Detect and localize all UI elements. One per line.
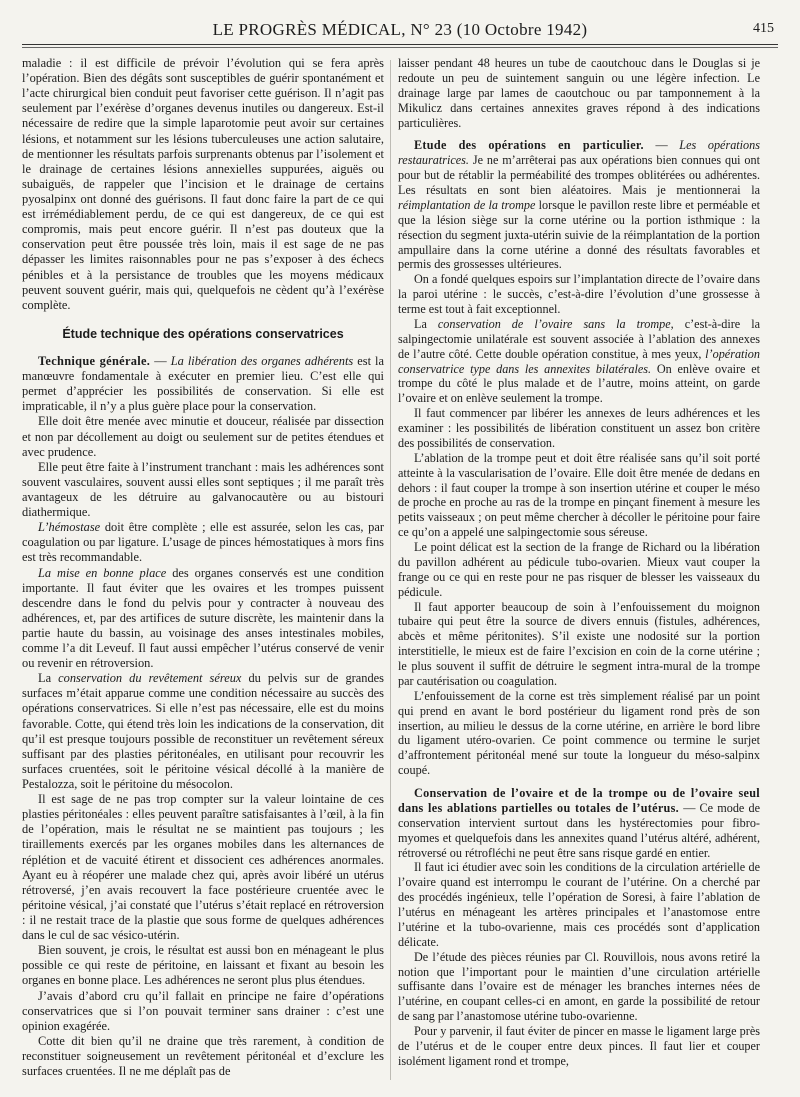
paragraph: Elle doit être menée avec minutie et douceur, réalisée par dissection et non par décollement au doigt ou seulement sur de petites étendues et avec prudence. <box>22 414 384 459</box>
paragraph: L’enfouissement de la corne est très simplement réalisé par un point qui prend en avant le bord postérieur du ligament rond près de son insertion, au milieu le dessus de la corne utérine, en arrière le bord libre du ligament utéro-ovarien. Ce point commence ou termine le surjet d’affrontement péritonéal mené sur toute la longueur du méso-salpinx coupé. <box>398 688 760 778</box>
paragraph: Le point délicat est la section de la frange de Richard ou la libération du pavillon adhérent au pédicule tubo-ovarien. Mieux vaut couper la frange ou ce qui en reste pour ne pas risquer de blesser les vaisseaux du pédicule. <box>398 540 760 599</box>
journal-title: LE PROGRÈS MÉDICAL, N° 23 (10 Octobre 1942) <box>212 20 588 39</box>
paragraph: Technique générale. — La libération des organes adhérents est la manœuvre fondamentale à exécuter en premier lieu. C’est elle qui permet d’apprécier les possibilités de conservation. Si elle est impraticable, il n’y a plus guère place pour la conservation. <box>22 353 384 414</box>
paragraph: La conservation de l’ovaire sans la trompe, c’est-à-dire la salpingectomie unilatérale est souvent associée à l’ablation des annexes de l’autre côté. Cette double opération constitue, à mes yeux, l’opération conservatrice type dans les annexites bilatérales. On enlève ovaire et trompe du côté le plus malade et de l’autre, moins atteint, on garde l’ovaire et on enlève seulement la trompe. <box>398 316 760 406</box>
paragraph: La conservation du revêtement séreux du pelvis sur de grandes surfaces m’était apparue comme une condition nécessaire au succès des opérations conservatrices. Si elle n’est pas nécessaire, elle est du moins favorable. Cotte, qui étend très loin les indications de la conservation, dit qu’il est presque toujours possible de reconstituer un revêtement séreux suffisant par des plasties péritonéales, en utilisant pour recouvrir les surfaces cruentées, soit le péritoine vésical décollé à la manière de Pestalozza, soit le péritoine du mésocolon. <box>22 671 384 792</box>
paragraph: Bien souvent, je crois, le résultat est aussi bon en ménageant le plus possible ce qui reste de péritoine, en laissant et fixant au besoin les organes en bonne place. Les adhérences ne seront plus plus étendues. <box>22 943 384 988</box>
paragraph: Cotte dit bien qu’il ne draine que très rarement, à condition de reconstituer soigneusement un revêtement péritonéal et d’exclure les surfaces cruentées. Il ne me déplaît pas de <box>22 1033 384 1079</box>
paragraph: laisser pendant 48 heures un tube de caoutchouc dans le Douglas si je redoute un peu de suintement sanguin ou une légère infection. Le drainage large par lames de caoutchouc ou par tamponnement à la Mikulicz dans certaines annexites graves répond à des indications particulières. <box>398 56 760 130</box>
subsection-heading: Conservation de l’ovaire et de la trompe ou de l’ovaire seul dans les ablations partielles ou totales de l’utérus. <box>398 786 760 815</box>
subsection-heading: Technique générale. <box>38 353 151 368</box>
section-title: Étude technique des opérations conservatrices <box>62 326 344 341</box>
paragraph: L’ablation de la trompe peut et doit être réalisée sans qu’il soit porté atteinte à la vascularisation de l’ovaire. Elle doit être menée de dedans en dehors : il faut couper la trompe à son insertion utérine et couper le méso de proche en proche au ras de la trompe en pinçant finement à mesure les petits vaisseaux ; on peut même chercher à décoller le péritoine pour faire ce qu’on a appelé une salpingectomie sous séreuse. <box>398 450 760 540</box>
paragraph: Pour y parvenir, il faut éviter de pincer en masse le ligament large près de l’utérus et de le couper entre deux pinces. Il faut lier et couper isolément ligament rond et trompe, <box>398 1024 760 1068</box>
paragraph: L’hémostase doit être complète ; elle est assurée, selon les cas, par coagulation ou par ligature. L’usage de pinces hémostatiques à mors fins est très recommandable. <box>22 520 384 565</box>
paragraph: De l’étude des pièces réunies par Cl. Rouvillois, nous avons retiré la notion que l’important pour le maintien d’une circulation artérielle suffisante dans l’ovaire est de ménager les branches internes nées de l’utérine, en coupant celles-ci en amont, en garde la possibilité de retour de sang par l’anastomose utérine tubo-ovarienne. <box>398 949 760 1024</box>
paragraph: La mise en bonne place des organes conservés est une condition importante. Il faut éviter que les ovaires et les trompes puissent descendre dans le fond du pelvis pour y contracter à nouveau des adhérences, et, par des artifices de suture discrète, les maintenir dans la partie haute du bassin, au voisinage des anses intestinales mobiles, comme l’a dit Leveuf. Il faut aussi empêcher l’utérus conservé de venir ou revenir en rétroversion. <box>22 565 384 671</box>
paragraph: Elle peut être faite à l’instrument tranchant : mais les adhérences sont souvent vasculaires, souvent aussi elles sont septiques ; il me paraît très avantageux de les détruire au galvanocautère ou au bistouri diathermique. <box>22 459 384 520</box>
header-rule <box>22 44 778 48</box>
paragraph: maladie : il est difficile de prévoir l’évolution qui se fera après l’opération. Bien des dégâts sont susceptibles de guérir spontanément et l’acte chirurgical bien conduit peut favoriser cette guérison. Il n’agit pas seulement par l’exérèse d’organes devenus inutiles ou dangereux. Est-il nécessaire de redire que la simple laparotomie peut avoir sur certaines lésions, et notamment sur les lésions tuberculeuses une action salutaire, de mentionner les résultats parfois surprenants obtenus par l’isolement et le drainage de certaines lésions annexielles suppurées, aiguës ou subaiguës, de rappeler que l’incision et le drainage de certains pyosalpinx ont donné des guérisons. Il faut donc faire la part de ce qui est irrémédiablement perdu, de ce qui est dangereux, de ce qui est compromis, mais peut encore guérir. Il n’est pas douteux que la conservation peut être poussée très loin, mais il est sage de ne pas dépasser les limites raisonnables pour ne pas s’exposer à des échecs pénibles et à la persistance de troubles que les moyens médicaux peuvent souvent guérir, mais qui, quelquefois ne cèdent qu’à l’exérèse complète. <box>22 56 384 312</box>
paragraph: Il faut apporter beaucoup de soin à l’enfouissement du moignon tubaire qui peut être la source de divers ennuis (fistules, adhérences, abcès et même péritonites). S’il existe une nodosité sur la portion interstitielle, le mieux est de faire l’excision en coin de la corne utérine ; le plus souvent il suffit de détruire le segment intra-mural de la trompe par cautérisation ou coagulation. <box>398 599 760 688</box>
page-number: 415 <box>753 21 774 36</box>
column-divider <box>390 60 391 1080</box>
paragraph: Il faut commencer par libérer les annexes de leurs adhérences et les examiner : les possibilités de libération constituent un assez bon critère des possibilités de conservation. <box>398 406 760 450</box>
right-column <box>398 56 760 1069</box>
paragraph: J’avais d’abord cru qu’il fallait en principe ne faire d’opérations conservatrices que si l’on pouvait terminer sans drainer : c’est une opinion exagérée. <box>22 988 384 1033</box>
left-column <box>22 56 384 1079</box>
paragraph: Etude des opérations en particulier. — Les opérations restauratrices. Je ne m’arrêterai pas aux opérations bien connues qui ont pour but de rétablir la perméabilité des trompes oblitérées ou adhérentes. Les résultats en sont bien aléatoires. Mais je mentionnerai la réimplantation de la trompe lorsque le pavillon reste libre et perméable et que la lésion siège sur la corne utérine ou la portion isthmique : la résection du segment juxta-utérin suivie de la réimplantation de la portion ampullaire dans la corne utérine a donné des résultats favorables et permis des grossesses ultérieures. <box>398 138 760 272</box>
subsection-heading: Etude des opérations en particulier. <box>414 138 644 153</box>
page-header <box>22 14 778 44</box>
paragraph: On a fondé quelques espoirs sur l’implantation directe de l’ovaire dans la paroi utérine : le succès, c’est-à-dire l’évolution d’une grossesse à terme est tout à fait exceptionnel. <box>398 272 760 316</box>
paragraph: Il est sage de ne pas trop compter sur la valeur lointaine de ces plasties péritonéales : elles peuvent paraître satisfaisantes à l’œil, à la fin de l’opération, mais le résultat ne se maintient pas toujours ; les tiraillements exercés par les organes mobiles dans les alternances de réplétion et de vacuité étirent et dissocient ces adhérences anormales. Ayant eu à réopérer une malade chez qui, après avoir libéré un utérus rétroversé, j’en avais recouvert la face postérieure cruentée avec le péritoine vésical, j’ai constaté que l’utérus s’était replacé en rétroversion : il ne restait trace de la plastie que sous forme de quelques adhérences dans le cul de sac vésico-utérin. <box>22 792 384 943</box>
paragraph: Conservation de l’ovaire et de la trompe ou de l’ovaire seul dans les ablations partielles ou totales de l’utérus. — Ce mode de conservation intervient surtout dans les hystérectomies pour fibro-myomes et quelquefois dans les annexites quand l’utérus altéré, adhérent, rétroversé ou rétrofléchi ne peut être sans risque gardé en entier. <box>398 786 760 860</box>
paragraph: Il faut ici étudier avec soin les conditions de la circulation artérielle de l’ovaire quand est interrompu le courant de l’utérine. On a cherché par des procédés ingénieux, telle l’opération de Soresi, à faire l’ablation de l’utérus en ménageant les artères principales et l’anastomose entre l’utérine et la tubo-ovarienne, mais ces procédés sont d’application délicate. <box>398 860 760 949</box>
